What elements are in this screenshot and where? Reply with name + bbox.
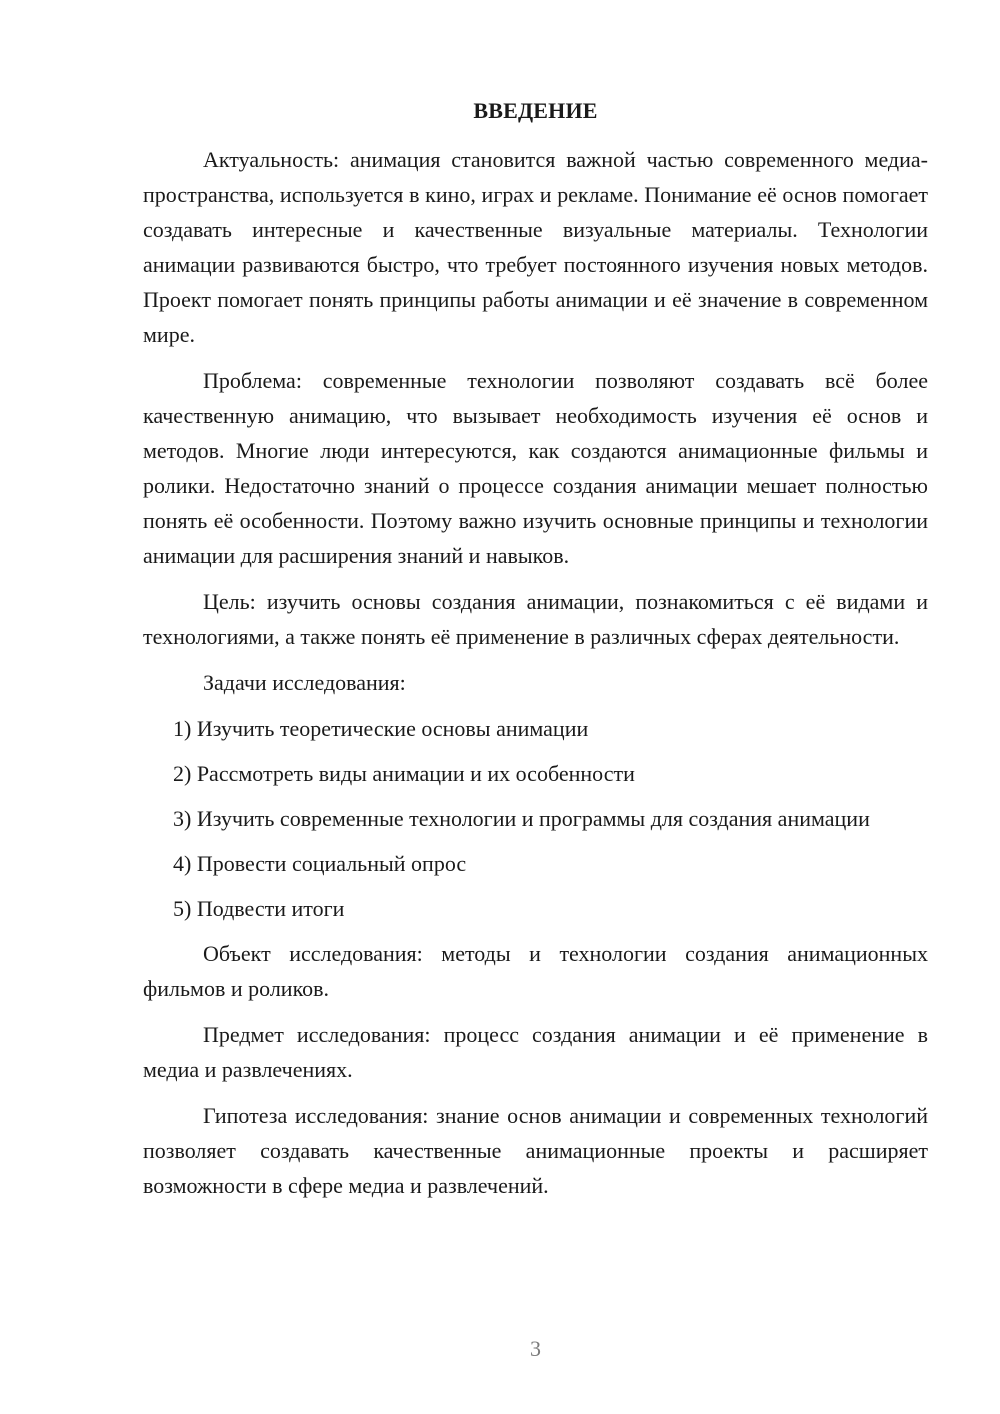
paragraph-subject: Предмет исследования: процесс создания анимации и её применение в медиа и развлечениях. [143,1022,928,1082]
tasks-heading: Задачи исследования: [203,670,406,695]
page-title: ВВЕДЕНИЕ [473,98,598,123]
task-item-2: 2) Рассмотреть виды анимации и их особенности [173,761,635,786]
task-item-1: 1) Изучить теоретические основы анимации [173,716,589,741]
task-item-3: 3) Изучить современные технологии и программы для создания анимации [173,806,870,831]
paragraph-relevance: Актуальность: анимация становится важной частью современного медиа-пространства, используется в кино, играх и рекламе. Понимание её основ помогает создавать интересные и качественные визуальные материалы. Технологии анимации развиваются быстро, что требует постоянного изучения новых методов. Проект помогает понять принципы работы анимации и её значение в современном мире. [143,147,928,347]
paragraph-object: Объект исследования: методы и технологии создания анимационных фильмов и роликов. [143,941,928,1001]
document-body [143,142,928,1214]
paragraph-goal: Цель: изучить основы создания анимации, познакомиться с её видами и технологиями, а также понять её применение в различных сферах деятельности. [143,589,928,649]
task-item-4: 4) Провести социальный опрос [173,851,467,876]
paragraph-problem: Проблема: современные технологии позволяют создавать всё более качественную анимацию, что вызывает необходимость изучения её основ и методов. Многие люди интересуются, как создаются анимационные фильмы и ролики. Недостаточно знаний о процессе создания анимации мешает полностью понять её особенности. Поэтому важно изучить основные принципы и технологии анимации для расширения знаний и навыков. [143,368,928,568]
page-number: 3 [530,1336,541,1361]
paragraph-hypothesis: Гипотеза исследования: знание основ анимации и современных технологий позволяет создавать качественные анимационные проекты и расширяет возможности в сфере медиа и развлечений. [143,1103,928,1198]
task-item-5: 5) Подвести итоги [173,896,345,921]
